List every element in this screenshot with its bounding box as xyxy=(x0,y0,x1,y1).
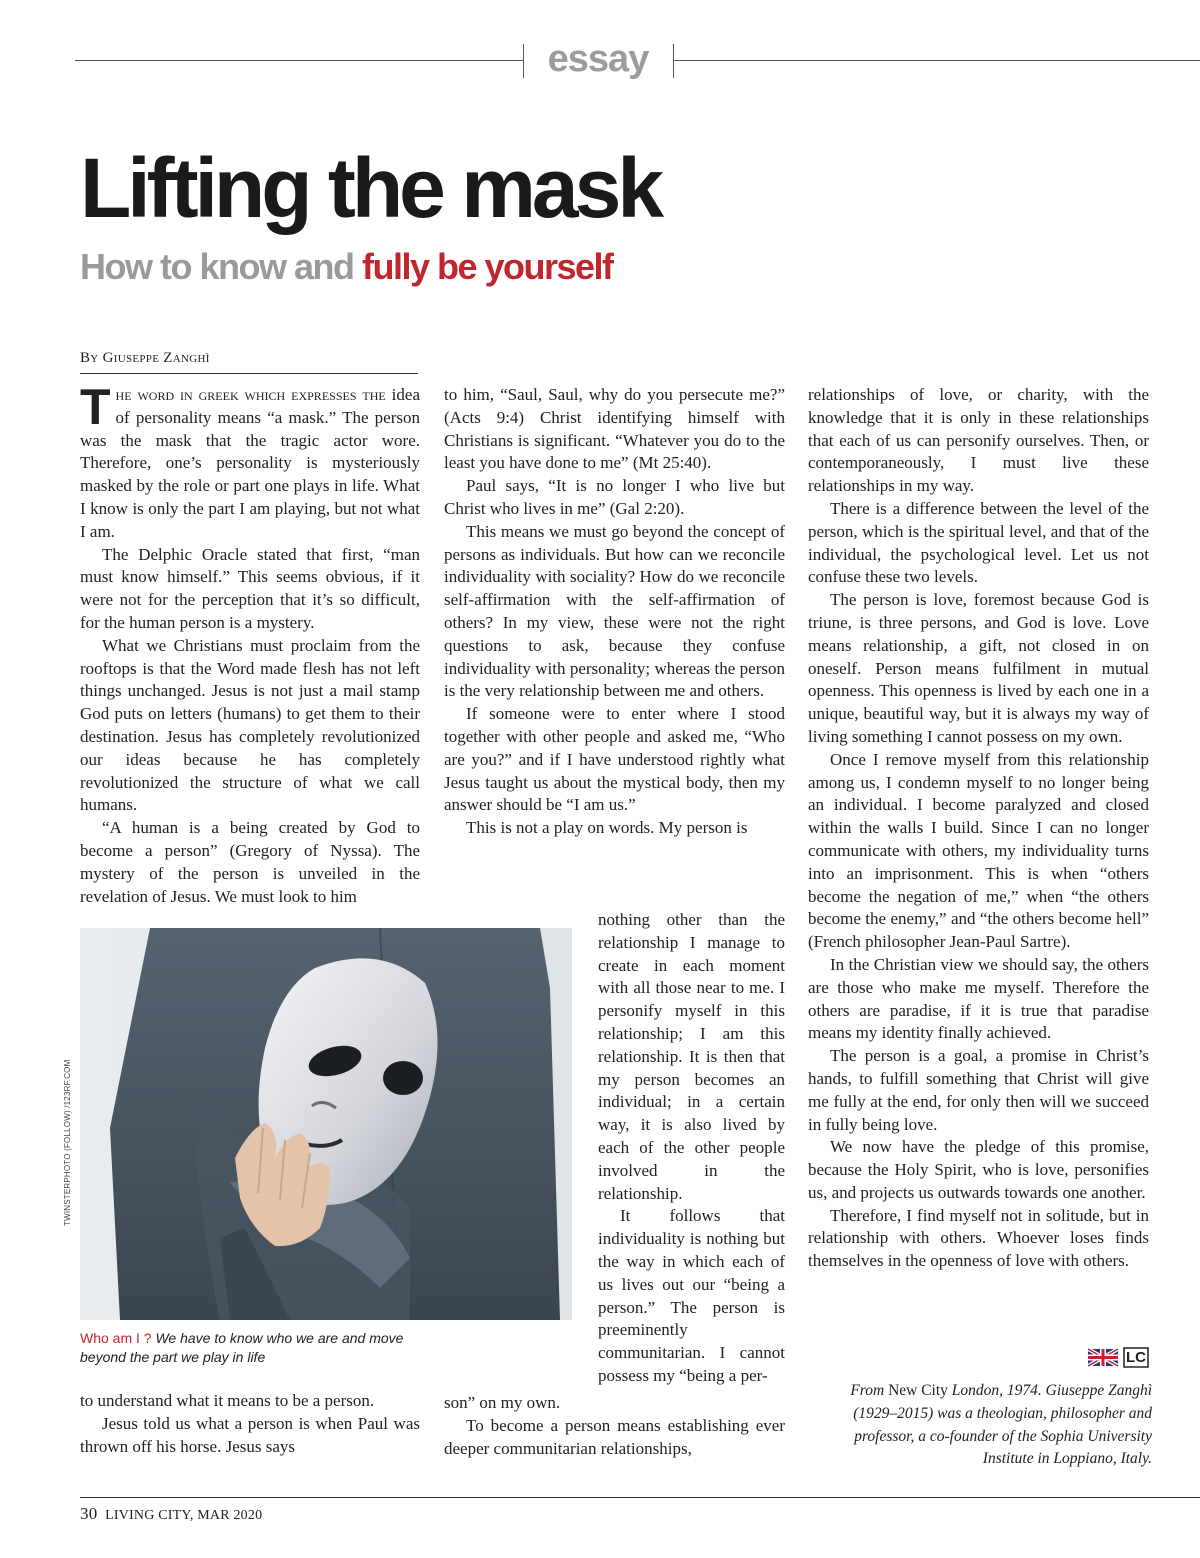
column-2 xyxy=(444,384,785,840)
column-2-continued xyxy=(444,1392,785,1460)
paragraph-text: idea of personality means “a mask.” The person was the mask that the tragic actor wore. Therefore, one’s personality is mysteriously masked by the role or part one plays in life. What I know is only the part I am playing, but not what I am. xyxy=(80,385,420,541)
article-title: Lifting the mask xyxy=(80,141,661,235)
paragraph: Therefore, I find myself not in solitude, but in relationship with others. Whoever loses finds themselves in the openness of love with others. xyxy=(808,1205,1149,1271)
paragraph xyxy=(80,379,420,544)
byline-by: By xyxy=(80,350,103,366)
paragraph: To become a person means establishing ever deeper communitarian relationships, xyxy=(444,1415,785,1458)
end-marks xyxy=(1088,1346,1150,1368)
paragraph: What we Christians must proclaim from the rooftops is that the Word made flesh has not left things unchanged. Jesus is not just a mail stamp God puts on letters (humans) to get them to their destination. Jesus has completely revolutionized our ideas because he has completely revolutionized the structure of what we call humans. xyxy=(80,635,420,815)
paragraph: Jesus told us what a person is when Paul was thrown off his horse. Jesus says xyxy=(80,1413,420,1456)
header-rule-left xyxy=(75,60,523,61)
lead-in: he word in greek which expresses the xyxy=(115,385,386,404)
byline-name: Giuseppe Zanghì xyxy=(102,350,210,366)
paragraph: This means we must go beyond the concept of persons as individuals. But how can we reconcile individuality with sociality? How do we reconcile self-affirmation with the self-affirmation of others? In my view, these were not the right questions to ask, because they confuse individuality with personality; whereas the person is the very relationship between me and others. xyxy=(444,521,785,701)
header-tick-right xyxy=(673,44,674,78)
article-photo xyxy=(80,928,572,1320)
mask-photo-illustration xyxy=(80,928,572,1320)
byline xyxy=(80,350,210,367)
page-number: 30 xyxy=(80,1504,98,1523)
paragraph: This is not a play on words. My person is xyxy=(466,818,748,838)
paragraph: “A human is a being created by God to become a person” (Gregory of Nyssa). The mystery of the person is unveiled in the revelation of Jesus. We must look to him xyxy=(80,818,420,906)
paragraph: Once I remove myself from this relationship among us, I condemn myself to no longer being an individual. I become paralyzed and closed within the walls I build. Since I can no longer communicate with others, my individuality turns into an imprisonment. This is when “others become the negation of me,” when “the others become the enemy,” and “the others become hell” (French philosopher Jean-Paul Sartre). xyxy=(808,749,1149,952)
paragraph: to understand what it means to be a person. xyxy=(80,1391,375,1410)
paragraph: to him, “Saul, Saul, why do you persecute me?” (Acts 9:4) Christ identifying himself with Christians is significant. “Whatever you do to the least you have done to me” (Mt 25:40). xyxy=(444,385,785,473)
paragraph: In the Christian view we should say, the others are those who make me myself. Therefore the others are paradise, if it is true that paradise means my identity finally achieved. xyxy=(808,954,1149,1043)
bio-from: From xyxy=(850,1382,889,1399)
article-subtitle xyxy=(80,246,613,288)
paragraph: Paul says, “It is no longer I who live but Christ who lives in me” (Gal 2:20). xyxy=(444,476,785,518)
byline-rule xyxy=(80,373,418,374)
column-1-continued xyxy=(80,1390,420,1458)
paragraph: nothing other than the relationship I manage to create in each moment with all those near to me. I personify myself in this relationship; I am this relationship. It is then that my person becomes an individual; in a certain way, it is also lived by each of the other people involved in the relationship. xyxy=(598,910,785,1203)
column-1 xyxy=(80,379,420,908)
paragraph: We now have the pledge of this promise, because the Holy Spirit, who is love, personifies us, and projects us outwards towards one another. xyxy=(808,1137,1149,1202)
page-footer xyxy=(80,1504,262,1524)
subtitle-part-2: fully be yourself xyxy=(361,246,613,287)
photo-credit xyxy=(53,930,75,1250)
subtitle-part-1: How to know and xyxy=(80,246,362,287)
publication-info: LIVING CITY, MAR 2020 xyxy=(105,1508,263,1523)
paragraph: There is a difference between the level of the person, which is the spiritual level, and that of the individual, the psychological level. Let us not confuse these two levels. xyxy=(808,498,1149,587)
bio-text: London, 1974. Giuseppe Zanghì (1929–2015) was a theologian, philosopher and professor, a co-founder of the Sophia University Institute in Loppiano, Italy. xyxy=(853,1382,1152,1468)
paragraph: son” on my own. xyxy=(444,1393,561,1412)
paragraph: The person is love, foremost because God is triune, is three persons, and God is love. Love means relationship, a gift, not closed in on oneself. Person means fulfilment in mutual openness. This openness is lived by each one in a unique, beautiful way, but it is always my way of living something I cannot possess on my own. xyxy=(808,590,1149,746)
paragraph: The person is a goal, a promise in Christ’s hands, to fulfill something that Christ will give me fully at the end, for only then will we succeed in fully being love. xyxy=(808,1046,1149,1134)
footer-rule xyxy=(80,1497,1200,1498)
column-3 xyxy=(808,384,1149,1273)
column-2-wrap xyxy=(598,909,785,1388)
photo-caption xyxy=(80,1329,410,1367)
paragraph: If someone were to enter where I stood together with other people and asked me, “Who are you?” and if I have understood rightly what Jesus taught us about the mystical body, then my answer should be “I am us.” xyxy=(444,704,785,815)
author-bio xyxy=(808,1380,1152,1471)
paragraph: The Delphic Oracle stated that first, “man must know himself.” This seems obvious, if it were not for the perception that it’s so difficult, for the human person is a mystery. xyxy=(80,544,420,632)
header-rule-right xyxy=(673,60,1200,61)
paragraph: relationships of love, or charity, with the knowledge that it is only in these relationships that each of us can personify ourselves. Then, or contemporaneously, I must live these relationships in my way. xyxy=(808,385,1149,496)
bio-publication: New City xyxy=(888,1382,948,1399)
lc-badge: LC xyxy=(1126,1349,1146,1366)
caption-text: We have to know who we are and move beyond the part we play in life xyxy=(80,1330,404,1365)
header-tick-left xyxy=(523,44,524,78)
photo-credit-text: TWINSTERPHOTO (FOLLOW) /123RF.COM xyxy=(63,1059,72,1226)
drop-cap: T xyxy=(80,379,111,435)
paragraph: It follows that individuality is nothing but the way in which each of us lives out our “being a person.” The person is preeminently communitarian. I cannot possess my “being a per- xyxy=(598,1206,785,1385)
section-tag: essay xyxy=(547,38,649,80)
caption-lead: Who am I ? xyxy=(80,1330,156,1346)
